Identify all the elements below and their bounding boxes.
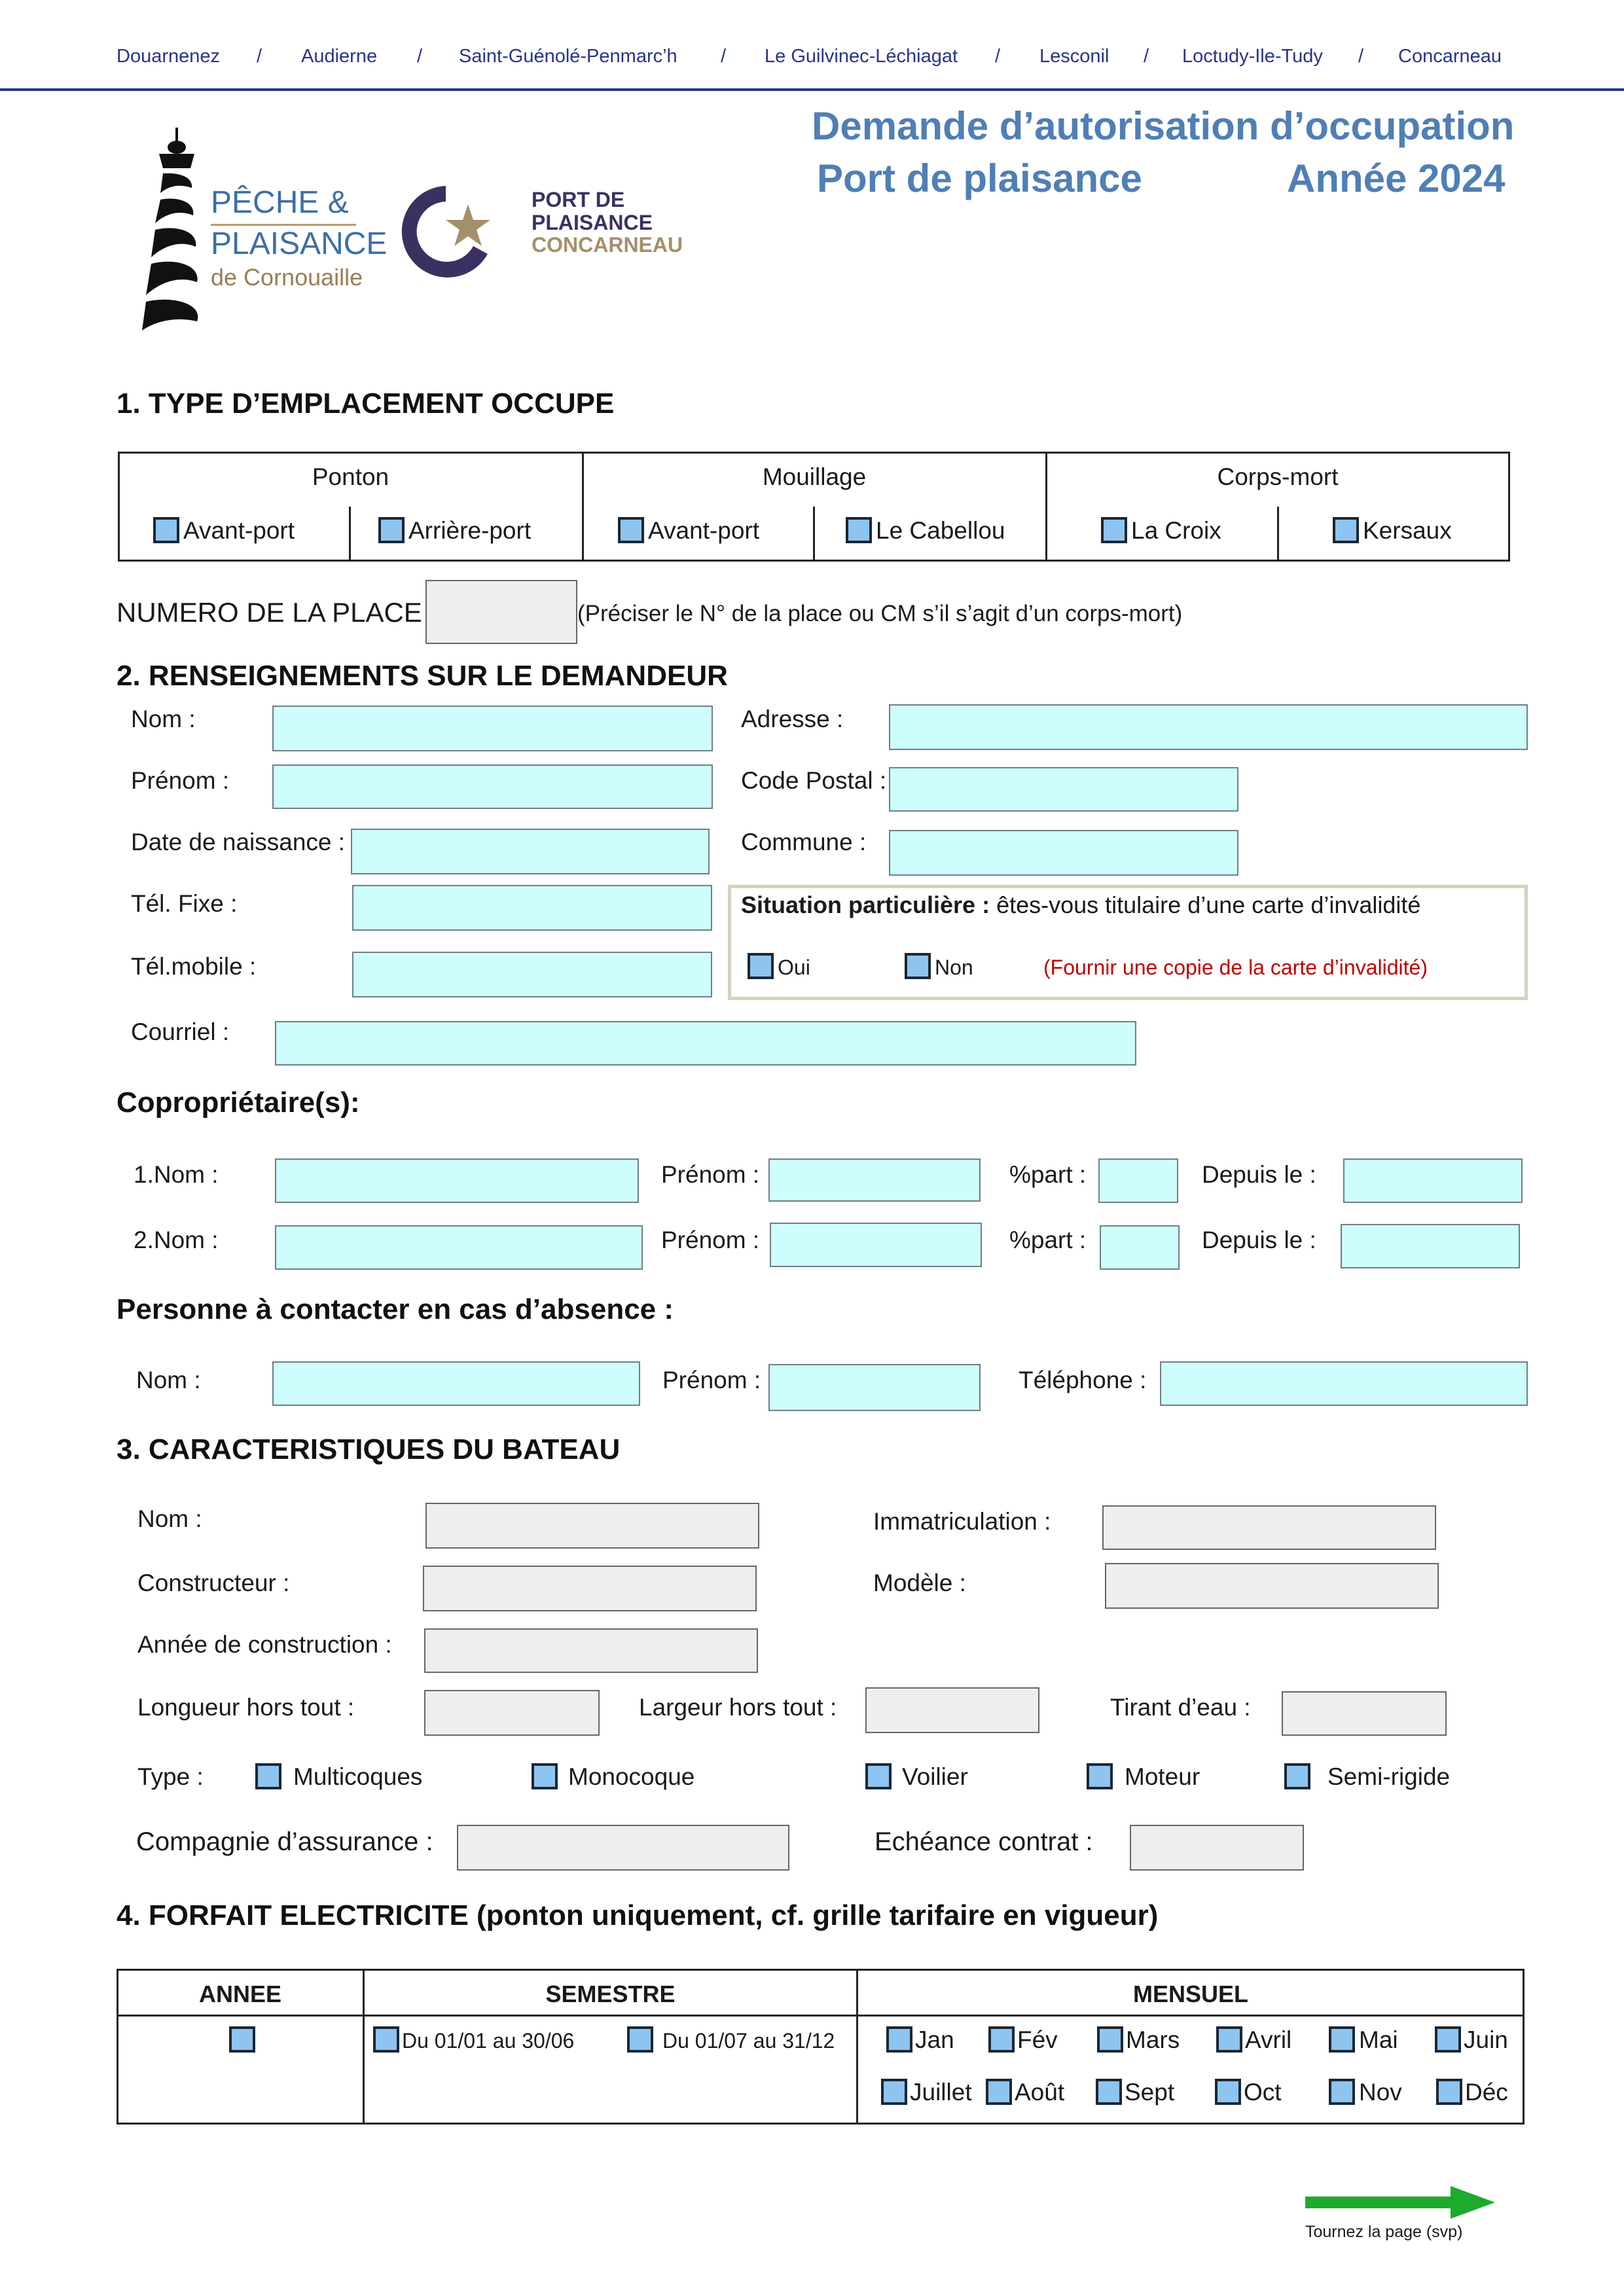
largeur-label: Largeur hors tout : (639, 1694, 837, 1721)
copro2-nom-label: 2.Nom : (134, 1227, 219, 1253)
type-option: Monocoque (568, 1763, 695, 1790)
option-label: Avant-port (183, 517, 295, 544)
logo2-line1: PORT DE (532, 188, 625, 211)
mouillage-cabellou-checkbox[interactable] (846, 517, 872, 543)
monocoque-checkbox[interactable] (532, 1763, 558, 1789)
section1-heading: 1. TYPE D’EMPLACEMENT OCCUPE (117, 387, 615, 420)
copro1-prenom-label: Prénom : (661, 1161, 760, 1188)
month-juin-checkbox[interactable] (1435, 2026, 1461, 2053)
date-naissance-label: Date de naissance : (131, 829, 346, 855)
month-fev-checkbox[interactable] (988, 2026, 1015, 2053)
modele-label: Modèle : (873, 1570, 966, 1596)
option-label: La Croix (1131, 517, 1221, 544)
month-nov-checkbox[interactable] (1329, 2079, 1355, 2105)
immatriculation-label: Immatriculation : (873, 1508, 1051, 1535)
immatriculation-field[interactable] (1102, 1505, 1436, 1550)
semestre-label: Du 01/01 au 30/06 (402, 2029, 575, 2053)
option-label: Le Cabellou (876, 517, 1005, 544)
year-label: Année 2024 (1287, 156, 1506, 200)
copro1-depuis-field[interactable] (1343, 1158, 1523, 1203)
code-postal-field[interactable] (889, 767, 1238, 812)
copro1-nom-label: 1.Nom : (134, 1161, 219, 1188)
month-mai-checkbox[interactable] (1329, 2026, 1355, 2053)
ports-list (0, 46, 1624, 77)
tel-mobile-field[interactable] (352, 952, 712, 997)
month-label: Jan (915, 2026, 954, 2053)
separator: / (721, 46, 727, 67)
section3-heading: 3. CARACTERISTIQUES DU BATEAU (117, 1433, 621, 1465)
contact-prenom-field[interactable] (768, 1364, 981, 1411)
month-label: Nov (1359, 2079, 1402, 2106)
echeance-label: Echéance contrat : (875, 1827, 1093, 1856)
copro2-part-label: %part : (1009, 1227, 1087, 1253)
separator: / (995, 46, 1001, 67)
nom-field[interactable] (272, 706, 713, 751)
non-label: Non (935, 956, 973, 979)
assurance-field[interactable] (457, 1825, 789, 1871)
mensuel-column-header: MENSUEL (1132, 1981, 1248, 2007)
voilier-checkbox[interactable] (865, 1763, 892, 1789)
option-label: Kersaux (1363, 517, 1452, 544)
place-note: (Préciser le N° de la place ou CM s’il s’agit d’un corps-mort) (577, 601, 1183, 626)
contact-nom-field[interactable] (272, 1361, 640, 1406)
semestre1-checkbox[interactable] (373, 2026, 399, 2053)
month-label: Mai (1359, 2026, 1398, 2053)
copro1-prenom-field[interactable] (768, 1158, 981, 1202)
place-number-label: NUMERO DE LA PLACE (117, 597, 422, 628)
type-option: Multicoques (293, 1763, 423, 1790)
adresse-label: Adresse : (741, 706, 844, 732)
lighthouse-logo-icon (141, 128, 213, 331)
invalidite-note: (Fournir une copie de la carte d’invalidité) (1043, 956, 1428, 979)
port-name: Lesconil (1039, 46, 1110, 67)
port-name: Saint-Guénolé-Penmarc’h (459, 46, 677, 67)
courriel-label: Courriel : (131, 1018, 230, 1045)
month-aout-checkbox[interactable] (986, 2079, 1012, 2105)
tirant-eau-field[interactable] (1282, 1691, 1447, 1736)
commune-label: Commune : (741, 829, 867, 855)
annee-column-header: ANNEE (198, 1981, 282, 2007)
corps-mort-kersaux-checkbox[interactable] (1333, 517, 1359, 543)
corps-mort-title: Corps-mort (1217, 463, 1339, 490)
annee-construction-label: Année de construction : (137, 1631, 392, 1658)
logo-text-plaisance: PLAISANCE (211, 226, 388, 261)
month-label: Avril (1245, 2026, 1292, 2053)
longueur-label: Longueur hors tout : (137, 1694, 355, 1721)
bateau-nom-field[interactable] (425, 1503, 759, 1549)
option-label: Arrière-port (408, 517, 532, 544)
situation-question: êtes-vous titulaire d’une carte d’invalidité (990, 891, 1421, 918)
port-name: Audierne (301, 46, 378, 67)
copro1-nom-field[interactable] (275, 1158, 639, 1203)
month-avril-checkbox[interactable] (1216, 2026, 1242, 2053)
semestre-label: Du 01/07 au 31/12 (662, 2029, 835, 2053)
prenom-label: Prénom : (131, 767, 230, 794)
commune-field[interactable] (889, 830, 1238, 876)
table-divider (349, 507, 351, 562)
ponton-title: Ponton (312, 463, 389, 490)
multicoques-checkbox[interactable] (255, 1763, 281, 1789)
month-label: Oct (1244, 2079, 1282, 2106)
prenom-field[interactable] (272, 764, 713, 809)
table-divider (813, 507, 815, 562)
table-divider (1277, 507, 1279, 562)
invalidite-oui-checkbox[interactable] (748, 953, 774, 979)
logo-text-peche: PÊCHE & (211, 185, 349, 220)
date-naissance-field[interactable] (351, 829, 710, 874)
header-divider (0, 88, 1624, 91)
contact-telephone-field[interactable] (1160, 1361, 1528, 1406)
ponton-arriere-port-checkbox[interactable] (378, 517, 405, 543)
tel-fixe-label: Tél. Fixe : (131, 890, 238, 917)
contact-nom-label: Nom : (136, 1367, 201, 1393)
place-number-field[interactable] (425, 580, 577, 644)
bateau-nom-label: Nom : (137, 1505, 202, 1532)
mouillage-title: Mouillage (762, 463, 867, 490)
port-name: Le Guilvinec-Léchiagat (765, 46, 958, 67)
nom-label: Nom : (131, 706, 196, 732)
logo-text-cornouaille: de Cornouaille (211, 264, 363, 291)
copro1-part-label: %part : (1009, 1161, 1087, 1188)
month-label: Sept (1125, 2079, 1175, 2106)
tel-fixe-field[interactable] (352, 885, 712, 931)
constructeur-label: Constructeur : (137, 1570, 290, 1596)
constructeur-field[interactable] (423, 1566, 757, 1611)
month-label: Août (1015, 2079, 1065, 2106)
type-option: Moteur (1125, 1763, 1200, 1790)
concarneau-logo-icon (396, 182, 509, 281)
ponton-avant-port-checkbox[interactable] (153, 517, 179, 543)
copro2-prenom-label: Prénom : (661, 1227, 760, 1253)
page-title: Demande d’autorisation d’occupation (812, 104, 1515, 148)
type-option: Semi-rigide (1327, 1763, 1451, 1790)
port-name: Douarnenez (117, 46, 220, 67)
month-label: Mars (1126, 2026, 1180, 2053)
section4-heading: 4. FORFAIT ELECTRICITE (ponton uniquement, cf. grille tarifaire en vigueur) (117, 1899, 1159, 1931)
table-divider (117, 2015, 1525, 2017)
type-label: Type : (137, 1763, 204, 1790)
adresse-field[interactable] (889, 704, 1528, 750)
mouillage-avant-port-checkbox[interactable] (618, 517, 644, 543)
month-label: Fév (1017, 2026, 1058, 2053)
invalidite-non-checkbox[interactable] (905, 953, 931, 979)
copro2-nom-field[interactable] (275, 1225, 643, 1270)
assurance-label: Compagnie d’assurance : (136, 1827, 433, 1856)
section2-heading: 2. RENSEIGNEMENTS SUR LE DEMANDEUR (117, 660, 728, 692)
copro2-depuis-label: Depuis le : (1202, 1227, 1316, 1253)
contact-prenom-label: Prénom : (662, 1367, 761, 1393)
port-name: Concarneau (1398, 46, 1502, 67)
logo2-line2: PLAISANCE (532, 211, 653, 234)
corps-mort-la-croix-checkbox[interactable] (1101, 517, 1127, 543)
month-jan-checkbox[interactable] (886, 2026, 912, 2053)
situation-bold: Situation particulière : (741, 891, 990, 918)
page-subtitle: Port de plaisance (817, 156, 1142, 200)
largeur-field[interactable] (865, 1687, 1039, 1733)
month-label: Juin (1464, 2026, 1508, 2053)
separator: / (257, 46, 262, 67)
semi-rigide-checkbox[interactable] (1284, 1763, 1310, 1789)
month-juillet-checkbox[interactable] (881, 2079, 907, 2105)
modele-field[interactable] (1105, 1563, 1439, 1609)
month-oct-checkbox[interactable] (1215, 2079, 1241, 2105)
copro2-part-field[interactable] (1100, 1225, 1180, 1270)
turn-page-note: Tournez la page (svp) (1305, 2223, 1463, 2241)
longueur-field[interactable] (424, 1690, 600, 1736)
semestre2-checkbox[interactable] (627, 2026, 653, 2053)
month-sept-checkbox[interactable] (1096, 2079, 1122, 2105)
semestre-column-header: SEMESTRE (545, 1981, 676, 2007)
arrow-right-icon (1305, 2186, 1495, 2219)
copro2-depuis-field[interactable] (1341, 1224, 1520, 1268)
type-option: Voilier (902, 1763, 968, 1790)
oui-label: Oui (778, 956, 810, 979)
copro1-depuis-label: Depuis le : (1202, 1161, 1316, 1188)
tel-mobile-label: Tél.mobile : (131, 953, 257, 980)
option-label: Avant-port (648, 517, 760, 544)
moteur-checkbox[interactable] (1087, 1763, 1113, 1789)
copro2-prenom-field[interactable] (770, 1223, 982, 1267)
echeance-field[interactable] (1130, 1825, 1304, 1871)
contact-telephone-label: Téléphone : (1019, 1367, 1147, 1393)
situation-text (741, 891, 1420, 919)
contact-heading: Personne à contacter en cas d’absence : (117, 1293, 674, 1325)
month-label: Juillet (910, 2079, 972, 2106)
tirant-eau-label: Tirant d’eau : (1110, 1694, 1251, 1721)
coproprietaires-heading: Copropriétaire(s): (117, 1086, 360, 1119)
annee-checkbox[interactable] (229, 2026, 255, 2053)
copro1-part-field[interactable] (1098, 1158, 1178, 1203)
month-mars-checkbox[interactable] (1097, 2026, 1123, 2053)
separator: / (417, 46, 423, 67)
separator: / (1144, 46, 1149, 67)
logo2-line3: CONCARNEAU (532, 233, 683, 257)
month-dec-checkbox[interactable] (1436, 2079, 1462, 2105)
separator: / (1358, 46, 1364, 67)
annee-construction-field[interactable] (424, 1628, 758, 1673)
port-name: Loctudy-Ile-Tudy (1182, 46, 1323, 67)
courriel-field[interactable] (275, 1021, 1136, 1066)
month-label: Déc (1465, 2079, 1508, 2106)
code-postal-label: Code Postal : (741, 767, 887, 794)
